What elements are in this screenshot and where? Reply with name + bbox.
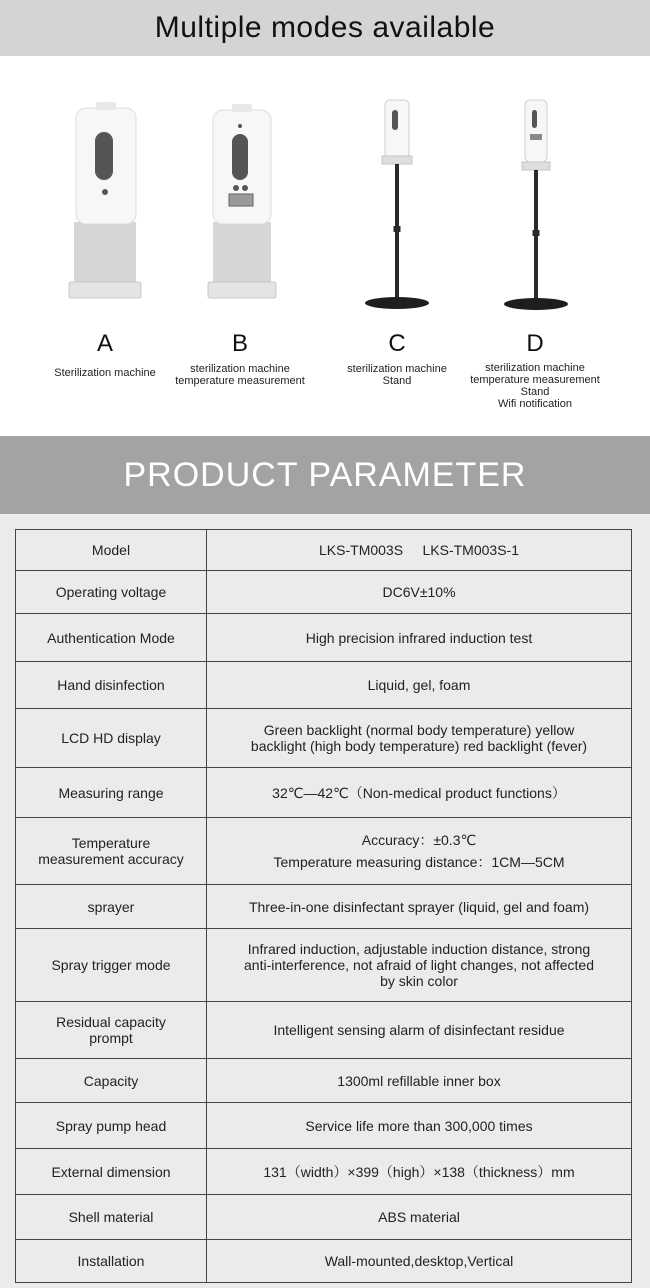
stand-thermometer-dispenser-image — [460, 96, 610, 316]
table-row — [16, 571, 632, 614]
mode-a-caption: Sterilization machine — [54, 367, 156, 379]
parameter-table-area — [0, 514, 650, 1288]
mode-c-caption: sterilization machine Stand — [347, 363, 447, 387]
table-row — [16, 530, 632, 571]
mode-b — [165, 56, 315, 436]
param-value: DC6V±10% — [207, 571, 632, 614]
modes-section — [0, 56, 650, 436]
param-label: Shell material — [16, 1195, 207, 1240]
table-row — [16, 929, 632, 1002]
param-value: Infrared induction, adjustable induction distance, strong anti-interference, not afraid of light changes, not affected by skin color — [207, 929, 632, 1002]
param-value: Accuracy：±0.3℃ Temperature measuring distance：1CM—5CM — [207, 818, 632, 885]
param-value: Wall-mounted,desktop,Vertical — [207, 1240, 632, 1283]
desktop-dispenser-image — [30, 96, 180, 306]
param-value: Intelligent sensing alarm of disinfectant residue — [207, 1002, 632, 1059]
table-row — [16, 1149, 632, 1195]
table-row — [16, 885, 632, 929]
param-label: Model — [16, 530, 207, 571]
desktop-thermometer-dispenser-image — [165, 96, 315, 306]
param-label: Measuring range — [16, 768, 207, 818]
param-label: Authentication Mode — [16, 614, 207, 662]
table-row — [16, 709, 632, 768]
modes-header — [0, 0, 650, 56]
param-value: 131（width）×399（high）×138（thickness）mm — [207, 1149, 632, 1195]
param-value: Three-in-one disinfectant sprayer (liquid, gel and foam) — [207, 885, 632, 929]
mode-d-letter: D — [526, 330, 544, 357]
param-label: Capacity — [16, 1059, 207, 1103]
param-label: Spray pump head — [16, 1103, 207, 1149]
table-row — [16, 1195, 632, 1240]
mode-d-caption: sterilization machine temperature measurement Stand Wifi notification — [470, 362, 600, 410]
param-label: External dimension — [16, 1149, 207, 1195]
table-row — [16, 768, 632, 818]
parameter-header — [0, 436, 650, 514]
table-row — [16, 1103, 632, 1149]
table-row — [16, 662, 632, 709]
table-row — [16, 1240, 632, 1283]
table-row — [16, 1059, 632, 1103]
modes-title: Multiple modes available — [154, 11, 496, 44]
parameter-title: PRODUCT PARAMETER — [123, 455, 527, 494]
param-value: Liquid, gel, foam — [207, 662, 632, 709]
param-value: LKS-TM003S LKS-TM003S-1 — [207, 530, 632, 571]
param-value: Service life more than 300,000 times — [207, 1103, 632, 1149]
param-value: 1300ml refillable inner box — [207, 1059, 632, 1103]
param-value: High precision infrared induction test — [207, 614, 632, 662]
param-label: Installation — [16, 1240, 207, 1283]
param-value: ABS material — [207, 1195, 632, 1240]
param-label: sprayer — [16, 885, 207, 929]
param-label: LCD HD display — [16, 709, 207, 768]
parameter-table — [15, 529, 632, 1283]
param-value: Green backlight (normal body temperature) yellow backlight (high body temperature) red backlight (fever) — [207, 709, 632, 768]
param-label: Spray trigger mode — [16, 929, 207, 1002]
mode-d — [460, 56, 610, 436]
table-row — [16, 1002, 632, 1059]
param-label: Operating voltage — [16, 571, 207, 614]
mode-b-caption: sterilization machine temperature measurement — [175, 363, 305, 387]
mode-c-letter: C — [388, 330, 406, 357]
mode-b-letter: B — [231, 330, 248, 357]
param-label: Hand disinfection — [16, 662, 207, 709]
stand-dispenser-image — [322, 96, 472, 316]
table-row — [16, 818, 632, 885]
param-value: 32℃—42℃（Non-medical product functions） — [207, 768, 632, 818]
mode-a-letter: A — [96, 330, 113, 357]
param-label: Residual capacity prompt — [16, 1002, 207, 1059]
param-label: Temperature measurement accuracy — [16, 818, 207, 885]
table-row — [16, 614, 632, 662]
